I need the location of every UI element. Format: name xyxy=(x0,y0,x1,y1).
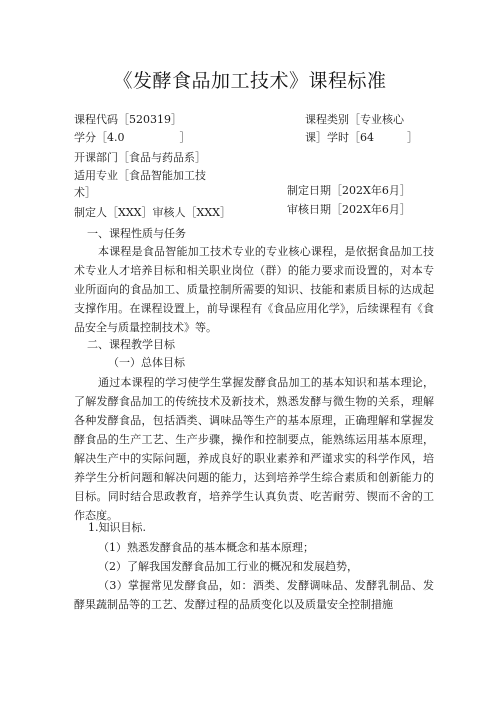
section-heading-goals: 二、课程教学目标 xyxy=(87,338,175,351)
section-paragraph-nature: 本课程是食品智能加工技术专业的专业核心课程，是依据食品加工技术专业人才培养目标和相关职业岗位（群）的能力要求而设置的，对本专业所面向的食品加工、质量控制所需要的知识、技能和素质目标的达成起支撑作用。在课程设置上，前导课程有《食品应用化学》，后续课程有《食品安全与质量控制技术》等。 xyxy=(74,245,434,334)
course-category-line2: 课］学时［64 ］ xyxy=(305,131,418,144)
subheading-overall-goal: （一）总体目标 xyxy=(108,356,185,369)
course-credit: 学分［4.0 ］ xyxy=(74,131,191,144)
made-date: 制定日期［202X年6月］ xyxy=(287,184,411,197)
knowledge-item-3: （3）掌握常见发酵食品，如：酒类、发酵调味品、发酵乳制品、发酵果蔬制品等的工艺、发酵过程的品质变化以及质量安全控制措施 xyxy=(74,579,434,611)
knowledge-item-1: （1）熟悉发酵食品的基本概念和基本原理； xyxy=(98,541,314,554)
section-paragraph-goals: 通过本课程的学习使学生掌握发酵食品加工的基本知识和基本理论，了解发酵食品加工的传统技术及新技术，熟悉发酵与微生物的关系，理解各种发酵食品，包括酒类、调味品等生产的基本原理，正确理解和掌握发酵食品的生产工艺、生产步骤，操作和控制要点，能熟练运用基本原理，解决生产中的实际问题，养成良好的职业素养和严谨求实的科学作风，培养学生分析问题和解决问题的能力，达到培养学生综合素质和创新能力的目标。同时结合思政教育，培养学生认真负责、吃苦耐劳、锲而不舍的工作态度。 xyxy=(74,376,434,522)
course-major-line2: 术］ xyxy=(74,186,96,199)
course-category-line1: 课程类别［专业核心 xyxy=(305,113,404,126)
course-code: 课程代码［520319］ xyxy=(74,113,182,126)
section-heading-nature: 一、课程性质与任务 xyxy=(87,227,186,240)
knowledge-item-2: （2）了解我国发酵食品加工行业的概况和发展趋势， xyxy=(98,560,358,573)
course-author: 制定人［XXX］审核人［XXX］ xyxy=(74,206,231,219)
course-major-line1: 适用专业［食品智能加工技 xyxy=(74,169,206,182)
page-title: 《发酵食品加工技术》课程标准 xyxy=(113,70,387,92)
course-department: 开课部门［食品与药品系］ xyxy=(74,151,206,164)
knowledge-goal-heading: 1.知识目标. xyxy=(88,521,146,534)
review-date: 审核日期［202X年6月］ xyxy=(287,203,411,216)
